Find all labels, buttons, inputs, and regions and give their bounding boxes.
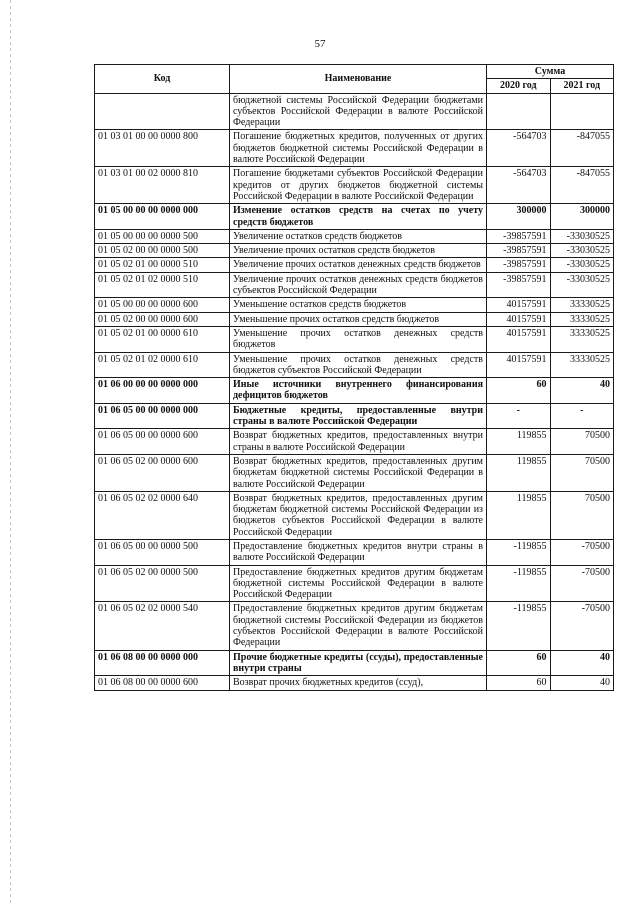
sum-2021-cell: 40	[550, 650, 614, 676]
table-body	[95, 93, 614, 690]
code-cell: 01 05 02 01 00 0000 610	[95, 326, 230, 352]
sum-2020-cell: 40157591	[487, 298, 551, 312]
code-cell: 01 03 01 00 00 0000 800	[95, 130, 230, 167]
code-cell: 01 05 02 00 00 0000 500	[95, 244, 230, 258]
table-row	[95, 204, 614, 230]
table-row	[95, 167, 614, 204]
sum-2020-cell: 119855	[487, 429, 551, 455]
code-cell: 01 05 00 00 00 0000 600	[95, 298, 230, 312]
table-row	[95, 130, 614, 167]
name-cell: Прочие бюджетные кредиты (ссуды), предоставленные внутри страны	[230, 650, 487, 676]
name-cell: Изменение остатков средств на счетах по учету средств бюджетов	[230, 204, 487, 230]
table-row	[95, 258, 614, 272]
sum-2021-cell: 33330525	[550, 352, 614, 378]
sum-2020-cell: 40157591	[487, 312, 551, 326]
sum-2021-cell: 70500	[550, 429, 614, 455]
name-cell: бюджетной системы Российской Федерации бюджетами субъектов Российской Федерации в валюте Российской Федерации	[230, 93, 487, 130]
sum-2021-cell: -33030525	[550, 244, 614, 258]
code-cell	[95, 93, 230, 130]
sum-2020-cell: 119855	[487, 491, 551, 539]
code-cell: 01 06 08 00 00 0000 000	[95, 650, 230, 676]
name-cell: Возврат бюджетных кредитов, предоставленных другим бюджетам бюджетной системы Российской Федерации в валюте Российской Федерации	[230, 454, 487, 491]
sum-2020-cell: -119855	[487, 539, 551, 565]
table-row	[95, 454, 614, 491]
sum-2020-cell	[487, 93, 551, 130]
table-row	[95, 650, 614, 676]
sum-2020-cell: -39857591	[487, 229, 551, 243]
table-row	[95, 378, 614, 404]
table-row	[95, 539, 614, 565]
sum-2021-cell: 70500	[550, 454, 614, 491]
name-cell: Погашение бюджетных кредитов, полученных от других бюджетов бюджетной системы Российской Федерации в валюте Российской Федерации	[230, 130, 487, 167]
sum-2021-cell: 33330525	[550, 326, 614, 352]
code-cell: 01 05 02 01 02 0000 610	[95, 352, 230, 378]
sum-2020-cell: -	[487, 403, 551, 429]
scan-edge-line	[10, 0, 11, 905]
header-name: Наименование	[230, 65, 487, 94]
sum-2021-cell: -70500	[550, 539, 614, 565]
sum-2021-cell: -33030525	[550, 229, 614, 243]
code-cell: 01 03 01 00 02 0000 810	[95, 167, 230, 204]
table-row	[95, 491, 614, 539]
name-cell: Уменьшение прочих остатков денежных средств бюджетов	[230, 326, 487, 352]
sum-2020-cell: -39857591	[487, 244, 551, 258]
code-cell: 01 05 02 01 00 0000 510	[95, 258, 230, 272]
name-cell: Уменьшение остатков средств бюджетов	[230, 298, 487, 312]
sum-2021-cell: 33330525	[550, 298, 614, 312]
name-cell: Уменьшение прочих остатков средств бюджетов	[230, 312, 487, 326]
sum-2020-cell: 300000	[487, 204, 551, 230]
sum-2020-cell: -119855	[487, 602, 551, 650]
name-cell: Увеличение прочих остатков денежных средств бюджетов субъектов Российской Федерации	[230, 272, 487, 298]
code-cell: 01 06 00 00 00 0000 000	[95, 378, 230, 404]
sum-2020-cell: -39857591	[487, 258, 551, 272]
table-row	[95, 602, 614, 650]
sum-2021-cell: -33030525	[550, 272, 614, 298]
sum-2020-cell: 119855	[487, 454, 551, 491]
code-cell: 01 06 05 02 00 0000 600	[95, 454, 230, 491]
sum-2021-cell: 70500	[550, 491, 614, 539]
code-cell: 01 05 00 00 00 0000 000	[95, 204, 230, 230]
name-cell: Предоставление бюджетных кредитов другим бюджетам бюджетной системы Российской Федерации из бюджетов субъектов Российской Федерации в валюте Российской Федерации	[230, 602, 487, 650]
code-cell: 01 06 05 00 00 0000 500	[95, 539, 230, 565]
sum-2020-cell: 60	[487, 676, 551, 690]
table-row	[95, 403, 614, 429]
code-cell: 01 06 05 00 00 0000 000	[95, 403, 230, 429]
code-cell: 01 06 05 02 02 0000 640	[95, 491, 230, 539]
table-row	[95, 312, 614, 326]
sum-2021-cell: 40	[550, 676, 614, 690]
code-cell: 01 06 05 00 00 0000 600	[95, 429, 230, 455]
table-row	[95, 352, 614, 378]
name-cell: Предоставление бюджетных кредитов внутри страны в валюте Российской Федерации	[230, 539, 487, 565]
name-cell: Бюджетные кредиты, предоставленные внутри страны в валюте Российской Федерации	[230, 403, 487, 429]
table-row	[95, 565, 614, 602]
table-row	[95, 272, 614, 298]
sum-2021-cell	[550, 93, 614, 130]
table-row	[95, 93, 614, 130]
sum-2020-cell: 40157591	[487, 326, 551, 352]
name-cell: Увеличение прочих остатков средств бюджетов	[230, 244, 487, 258]
sum-2020-cell: 60	[487, 378, 551, 404]
sum-2021-cell: -847055	[550, 130, 614, 167]
sum-2021-cell: 300000	[550, 204, 614, 230]
sum-2021-cell: -70500	[550, 565, 614, 602]
code-cell: 01 06 05 02 02 0000 540	[95, 602, 230, 650]
sum-2020-cell: -564703	[487, 167, 551, 204]
name-cell: Возврат прочих бюджетных кредитов (ссуд),	[230, 676, 487, 690]
sum-2020-cell: -39857591	[487, 272, 551, 298]
name-cell: Иные источники внутреннего финансирования дефицитов бюджетов	[230, 378, 487, 404]
code-cell: 01 05 00 00 00 0000 500	[95, 229, 230, 243]
code-cell: 01 05 02 01 02 0000 510	[95, 272, 230, 298]
header-year-2020: 2020 год	[487, 79, 551, 93]
table-row	[95, 229, 614, 243]
table-row	[95, 326, 614, 352]
name-cell: Увеличение остатков средств бюджетов	[230, 229, 487, 243]
name-cell: Погашение бюджетами субъектов Российской Федерации кредитов от других бюджетов бюджетной системы Российской Федерации в валюте Российской Федерации	[230, 167, 487, 204]
budget-sources-table	[94, 64, 614, 691]
name-cell: Предоставление бюджетных кредитов другим бюджетам бюджетной системы Российской Федерации в валюте Российской Федерации	[230, 565, 487, 602]
sum-2021-cell: -33030525	[550, 258, 614, 272]
header-sum: Сумма	[487, 65, 614, 79]
sum-2021-cell: 40	[550, 378, 614, 404]
table-row	[95, 244, 614, 258]
sum-2021-cell: 33330525	[550, 312, 614, 326]
name-cell: Возврат бюджетных кредитов, предоставленных другим бюджетам бюджетной системы Российской Федерации из бюджетов субъектов Российской Федерации в валюте Российской Федерации	[230, 491, 487, 539]
code-cell: 01 06 08 00 00 0000 600	[95, 676, 230, 690]
code-cell: 01 06 05 02 00 0000 500	[95, 565, 230, 602]
header-code: Код	[95, 65, 230, 94]
sum-2020-cell: -564703	[487, 130, 551, 167]
sum-2021-cell: -70500	[550, 602, 614, 650]
sum-2021-cell: -847055	[550, 167, 614, 204]
sum-2021-cell: -	[550, 403, 614, 429]
name-cell: Уменьшение прочих остатков денежных средств бюджетов субъектов Российской Федерации	[230, 352, 487, 378]
code-cell: 01 05 02 00 00 0000 600	[95, 312, 230, 326]
table-row	[95, 429, 614, 455]
name-cell: Возврат бюджетных кредитов, предоставленных внутри страны в валюте Российской Федерации	[230, 429, 487, 455]
sum-2020-cell: 40157591	[487, 352, 551, 378]
table-row	[95, 676, 614, 690]
table-row	[95, 298, 614, 312]
sum-2020-cell: -119855	[487, 565, 551, 602]
name-cell: Увеличение прочих остатков денежных средств бюджетов	[230, 258, 487, 272]
sum-2020-cell: 60	[487, 650, 551, 676]
page-number: 57	[314, 38, 326, 50]
header-year-2021: 2021 год	[550, 79, 614, 93]
